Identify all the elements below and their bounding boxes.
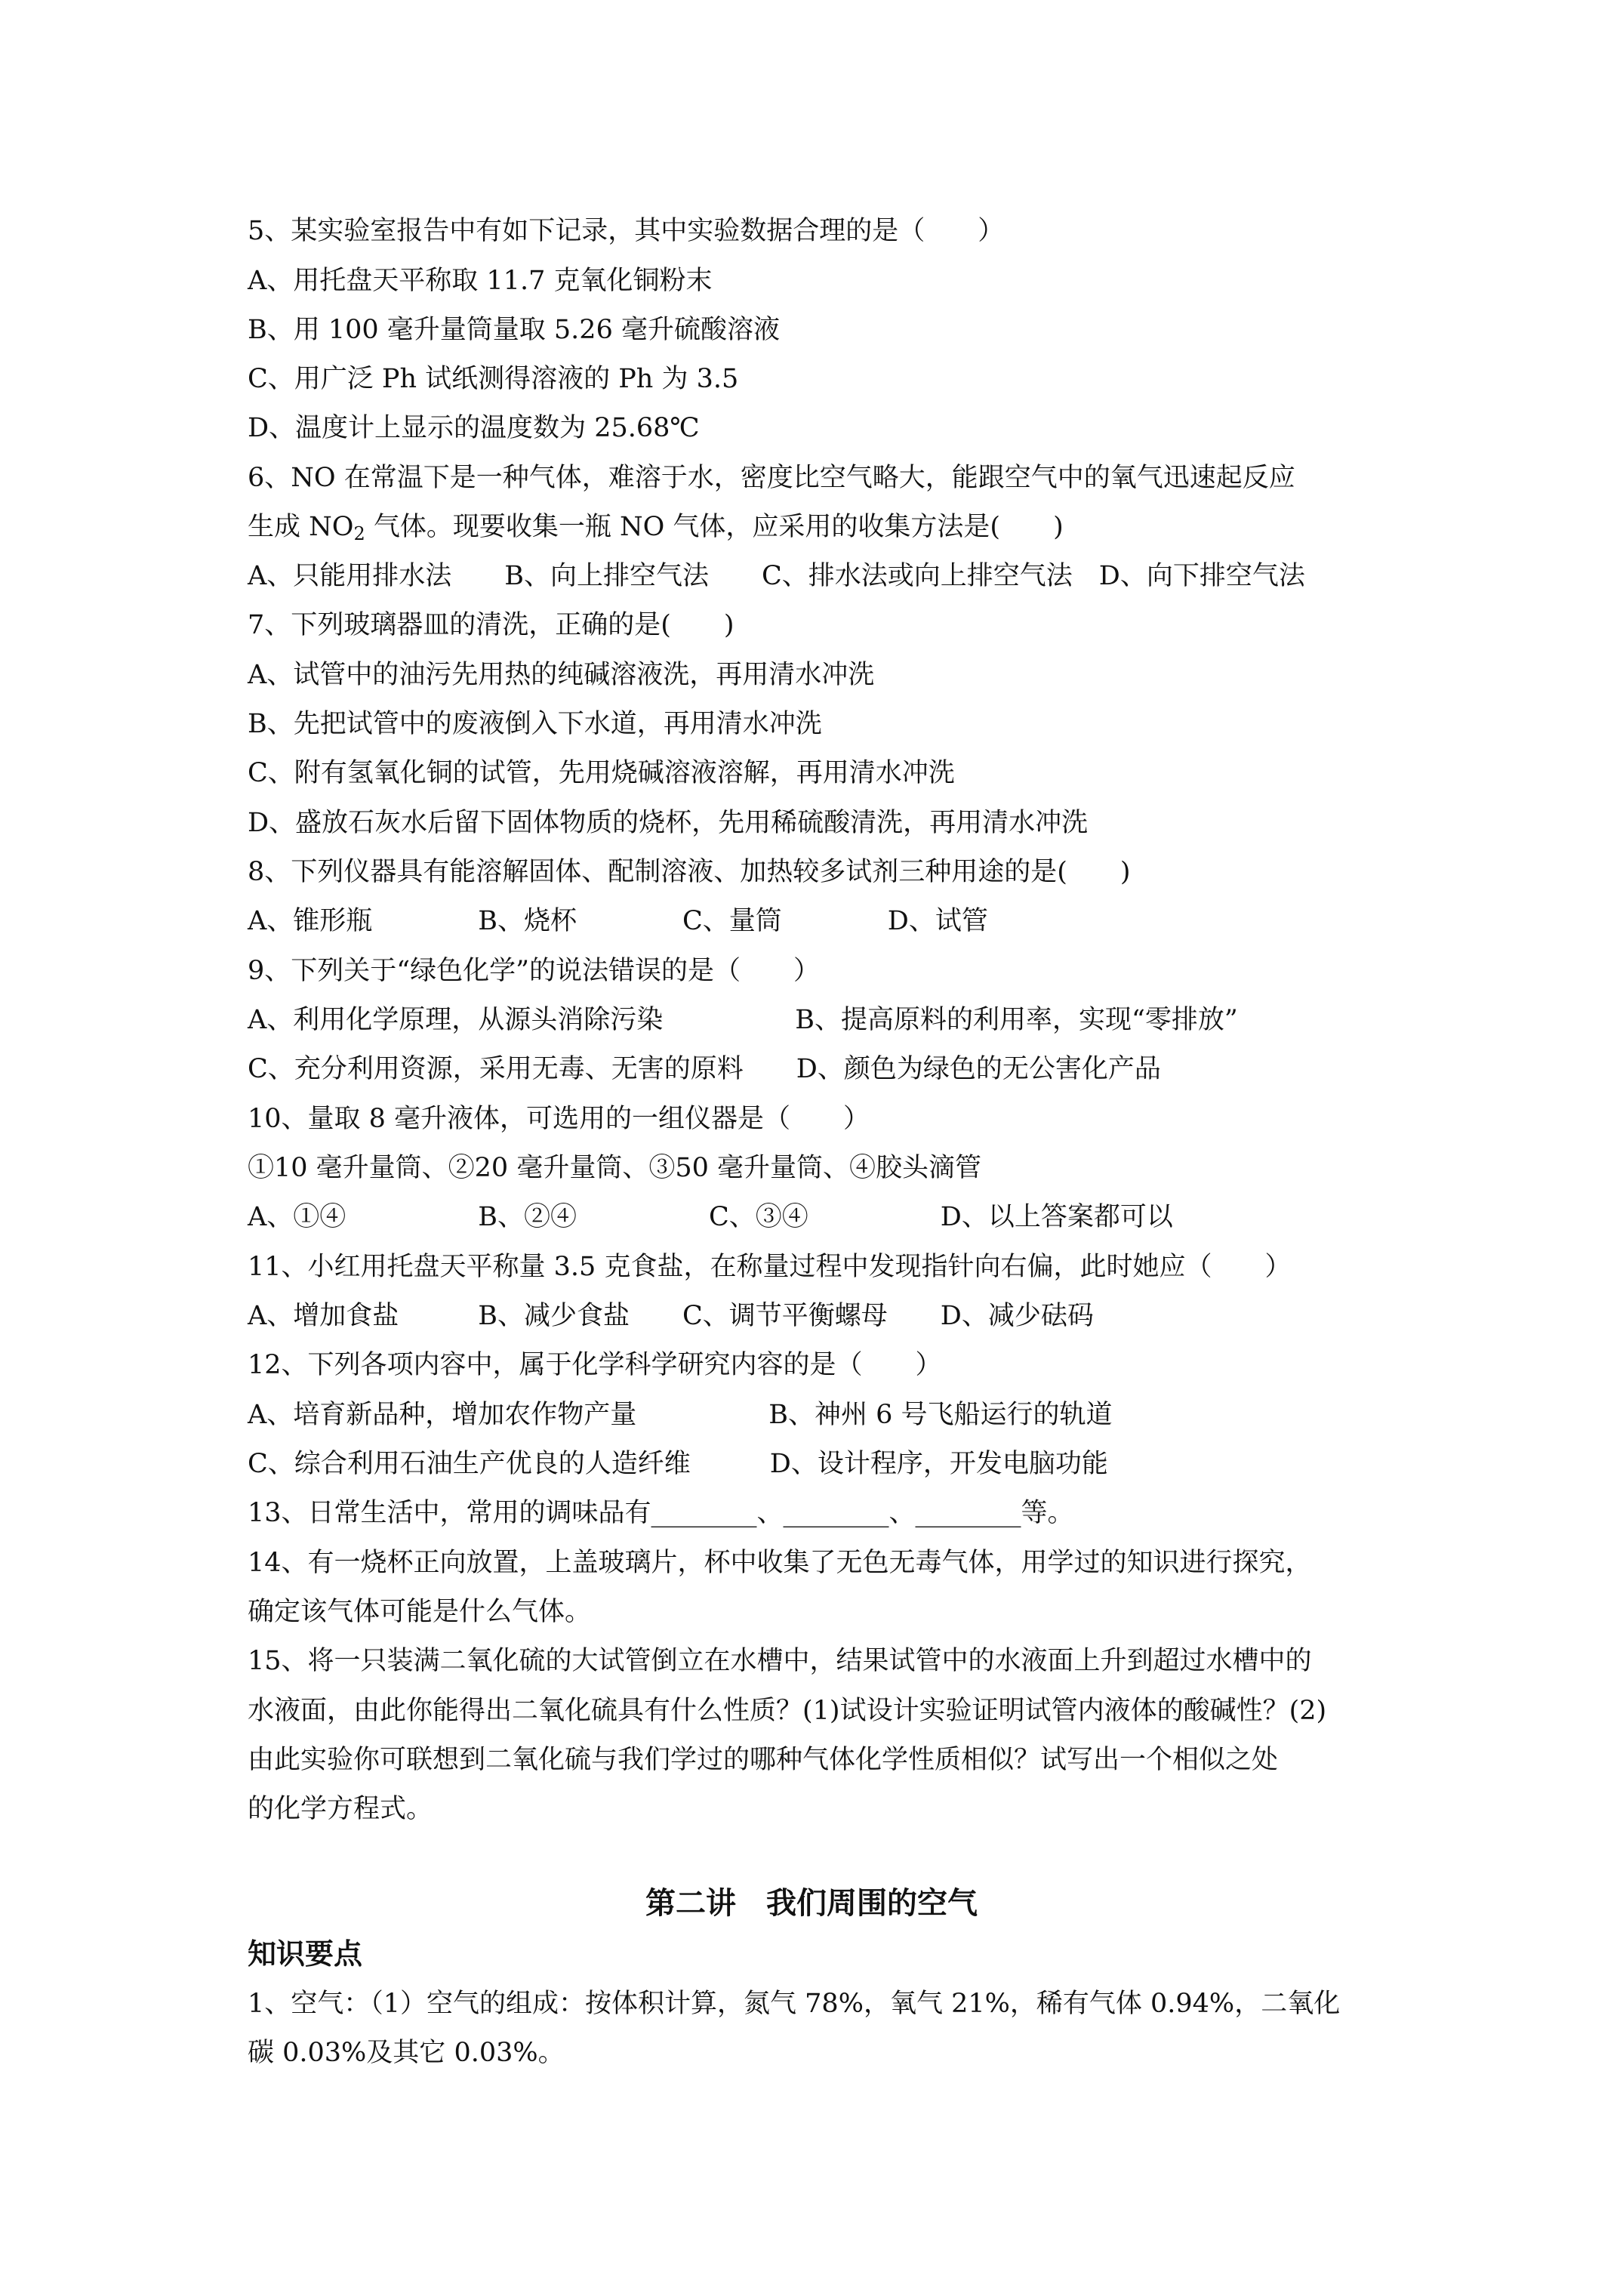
text-segment: 生成 NO: [248, 512, 354, 542]
text-line-20: ①10 毫升量筒、②20 毫升量筒、③50 毫升量筒、④胶头滴管: [248, 1153, 981, 1183]
text-line-3: B、用 100 毫升量筒量取 5.26 毫升硫酸溶液: [248, 315, 780, 345]
text-line-26: C、综合利用石油生产优良的人造纤维 D、设计程序，开发电脑功能: [248, 1449, 1108, 1479]
text-line-1: 5、某实验室报告中有如下记录，其中实验数据合理的是（ ）: [248, 216, 1005, 246]
text-line-25: A、培育新品种，增加农作物产量 B、神州 6 号飞船运行的轨道: [248, 1400, 1113, 1430]
text-line-33: 的化学方程式。: [248, 1794, 433, 1824]
text-line-2: A、用托盘天平称取 11.7 克氧化铜粉末: [248, 266, 713, 296]
text-line-10: A、试管中的油污先用热的纯碱溶液洗，再用清水冲洗: [248, 660, 875, 690]
text-line-21: A、①④ B、②④ C、③④ D、以上答案都可以: [248, 1202, 1173, 1232]
text-line-19: 10、量取 8 毫升液体，可选用的一组仪器是（ ）: [248, 1104, 870, 1134]
text-line-22: 11、小红用托盘天平称量 3.5 克食盐，在称量过程中发现指针向右偏，此时她应（ ）: [248, 1252, 1292, 1282]
text-line-16: 9、下列关于“绿色化学”的说法错误的是（ ）: [248, 956, 821, 986]
section-title: 第二讲 我们周围的空气: [645, 1885, 978, 1921]
text-line-13: D、盛放石灰水后留下固体物质的烧杯，先用稀硫酸清洗，再用清水冲洗: [248, 808, 1089, 838]
knowledge-line-2: 碳 0.03%及其它 0.03%。: [248, 2038, 565, 2068]
text-line-31: 水液面，由此你能得出二氧化硫具有什么性质？(1)试设计实验证明试管内液体的酸碱性？(2): [248, 1696, 1327, 1726]
text-line-4: C、用广泛 Ph 试纸测得溶液的 Ph 为 3.5: [248, 364, 739, 394]
text-line-28: 14、有一烧杯正向放置，上盖玻璃片，杯中收集了无色无毒气体，用学过的知识进行探究，: [248, 1548, 1312, 1578]
text-line-18: C、充分利用资源，采用无毒、无害的原料 D、颜色为绿色的无公害化产品: [248, 1054, 1161, 1084]
text-line-14: 8、下列仪器具有能溶解固体、配制溶液、加热较多试剂三种用途的是( ): [248, 857, 1131, 887]
text-line-24: 12、下列各项内容中，属于化学科学研究内容的是（ ）: [248, 1350, 942, 1380]
text-line-7: [248, 510, 1064, 544]
text-line-9: 7、下列玻璃器皿的清洗，正确的是( ): [248, 610, 735, 640]
text-line-11: B、先把试管中的废液倒入下水道，再用清水冲洗: [248, 709, 822, 739]
text-line-8: A、只能用排水法 B、向上排空气法 C、排水法或向上排空气法 D、向下排空气法: [248, 561, 1305, 591]
text-segment: 气体。现要收集一瓶 NO 气体，应采用的收集方法是( ): [365, 512, 1064, 542]
text-line-17: A、利用化学原理，从源头消除污染 B、提高原料的利用率，实现“零排放”: [248, 1005, 1238, 1035]
text-line-12: C、附有氢氧化铜的试管，先用烧碱溶液溶解，再用清水冲洗: [248, 758, 955, 788]
text-line-32: 由此实验你可联想到二氧化硫与我们学过的哪种气体化学性质相似？试写出一个相似之处: [248, 1745, 1279, 1775]
text-line-29: 确定该气体可能是什么气体。: [248, 1597, 592, 1627]
text-line-15: A、锥形瓶 B、烧杯 C、量筒 D、试管: [248, 906, 988, 936]
text-line-27: 13、日常生活中，常用的调味品有________、________、________等。: [248, 1498, 1074, 1528]
subsection-title: 知识要点: [248, 1937, 363, 1971]
knowledge-line-1: 1、空气：（1）空气的组成：按体积计算，氮气 78%，氧气 21%，稀有气体 0.94%，二氧化: [248, 1989, 1341, 2019]
text-line-5: D、温度计上显示的温度数为 25.68℃: [248, 413, 700, 443]
text-line-30: 15、将一只装满二氧化硫的大试管倒立在水槽中，结果试管中的水液面上升到超过水槽中的: [248, 1646, 1312, 1676]
subscript: 2: [353, 523, 365, 544]
text-line-6: 6、NO 在常温下是一种气体，难溶于水，密度比空气略大，能跟空气中的氧气迅速起反应: [248, 463, 1295, 493]
text-line-23: A、增加食盐 B、减少食盐 C、调节平衡螺母 D、减少砝码: [248, 1301, 1094, 1331]
